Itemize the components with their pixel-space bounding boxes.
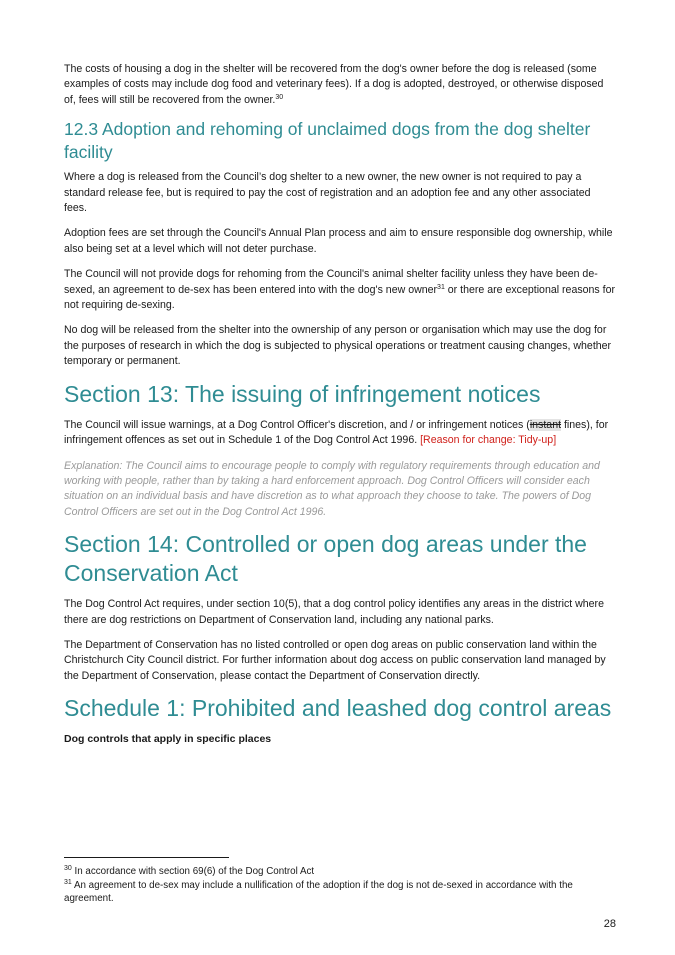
- footnote-31: [64, 879, 616, 906]
- section-14-heading: Section 14: Controlled or open dog areas under the Conservation Act: [64, 531, 587, 587]
- footnote-number: 31: [64, 878, 72, 886]
- page-content: [64, 62, 616, 748]
- paragraph-12-3-4: No dog will be released from the shelter into the ownership of any person or organisation which may use the dog for the purposes of research in which the dog is subjected to physical operations or treatment causing changes, whether temporary or permanent.: [64, 324, 612, 368]
- intro-paragraph: [64, 62, 616, 108]
- struck-text: instant: [529, 418, 562, 431]
- section-13-heading: Section 13: The issuing of infringement notices: [64, 380, 541, 407]
- schedule-1-subheading: Dog controls that apply in specific places: [64, 733, 272, 746]
- paragraph-13-1: [64, 418, 616, 449]
- footnote-number: 30: [64, 865, 72, 872]
- paragraph-text: The Council will not provide dogs for rehoming from the Council's animal shelter facility unless they have been de-sexed, an agreement to de-sex has been entered into with the dog's new owner: [64, 268, 598, 296]
- paragraph-12-3-2: Adoption fees are set through the Council's Annual Plan process and aim to ensure responsible dog ownership, while also being set at a level which will not deter purchase.: [64, 227, 613, 255]
- change-reason: [Reason for change: Tidy-up]: [420, 434, 557, 447]
- intro-text: The costs of housing a dog in the shelter will be recovered from the dog's owner before the dog is released (some examples of costs may include dog food and veterinary fees). If a dog is adopted, destroyed, or otherwise disposed of, fees will still be recovered from the owner.: [64, 63, 604, 106]
- paragraph-text: fines), for infringement offences as set out in Schedule 1 of the Dog Control Act 1996.: [64, 418, 609, 447]
- footnote-30: [64, 865, 616, 879]
- footnotes: [64, 865, 616, 906]
- footnote-text: In accordance with section 69(6) of the Dog Control Act: [71, 866, 315, 877]
- section-12-3-heading: 12.3 Adoption and rehoming of unclaimed dogs from the dog shelter facility: [64, 119, 591, 163]
- paragraph-14-2: The Department of Conservation has no listed controlled or open dog areas on public conservation land within the Christchurch City Council district. For further information about dog access on public conservation land managed by the Department of Conservation, please contact the Department of Conservation directly.: [64, 638, 606, 682]
- paragraph-text: or there are exceptional reasons for not requiring de-sexing.: [64, 283, 616, 312]
- paragraph-12-3-1: Where a dog is released from the Council’s dog shelter to a new owner, the new owner is not required to pay a standard release fee, but is required to pay the cost of registration and an adoption fee and any other associated fees.: [64, 171, 591, 215]
- page-number: 28: [603, 918, 616, 930]
- explanation-paragraph: Explanation: The Council aims to encourage people to comply with regulatory requirements through education and working with people, rather than by taking a hard enforcement approach. Dog Control Officers will consider each situation on an individual basis and have discretion as to what approach they choose to take. The powers of Dog Control Officers are set out in the Dog Control Act 1996.: [64, 459, 600, 518]
- footnote-text: An agreement to de-sex may include a nullification of the adoption if the dog is not de-sexed in accordance with the agreement.: [64, 879, 573, 904]
- paragraph-12-3-3: [64, 267, 616, 313]
- footnote-ref-30: 30: [275, 93, 284, 101]
- schedule-1-heading: Schedule 1: Prohibited and leashed dog control areas: [64, 695, 612, 722]
- paragraph-text: The Council will issue warnings, at a Dog Control Officer's discretion, and / or infringement notices (: [64, 418, 530, 431]
- footnote-divider: [64, 857, 229, 858]
- paragraph-14-1: The Dog Control Act requires, under section 10(5), that a dog control policy identifies any areas in the district where there are dog restrictions on Department of Conservation land, including any national parks.: [64, 598, 604, 626]
- footnote-ref-31: 31: [437, 283, 445, 291]
